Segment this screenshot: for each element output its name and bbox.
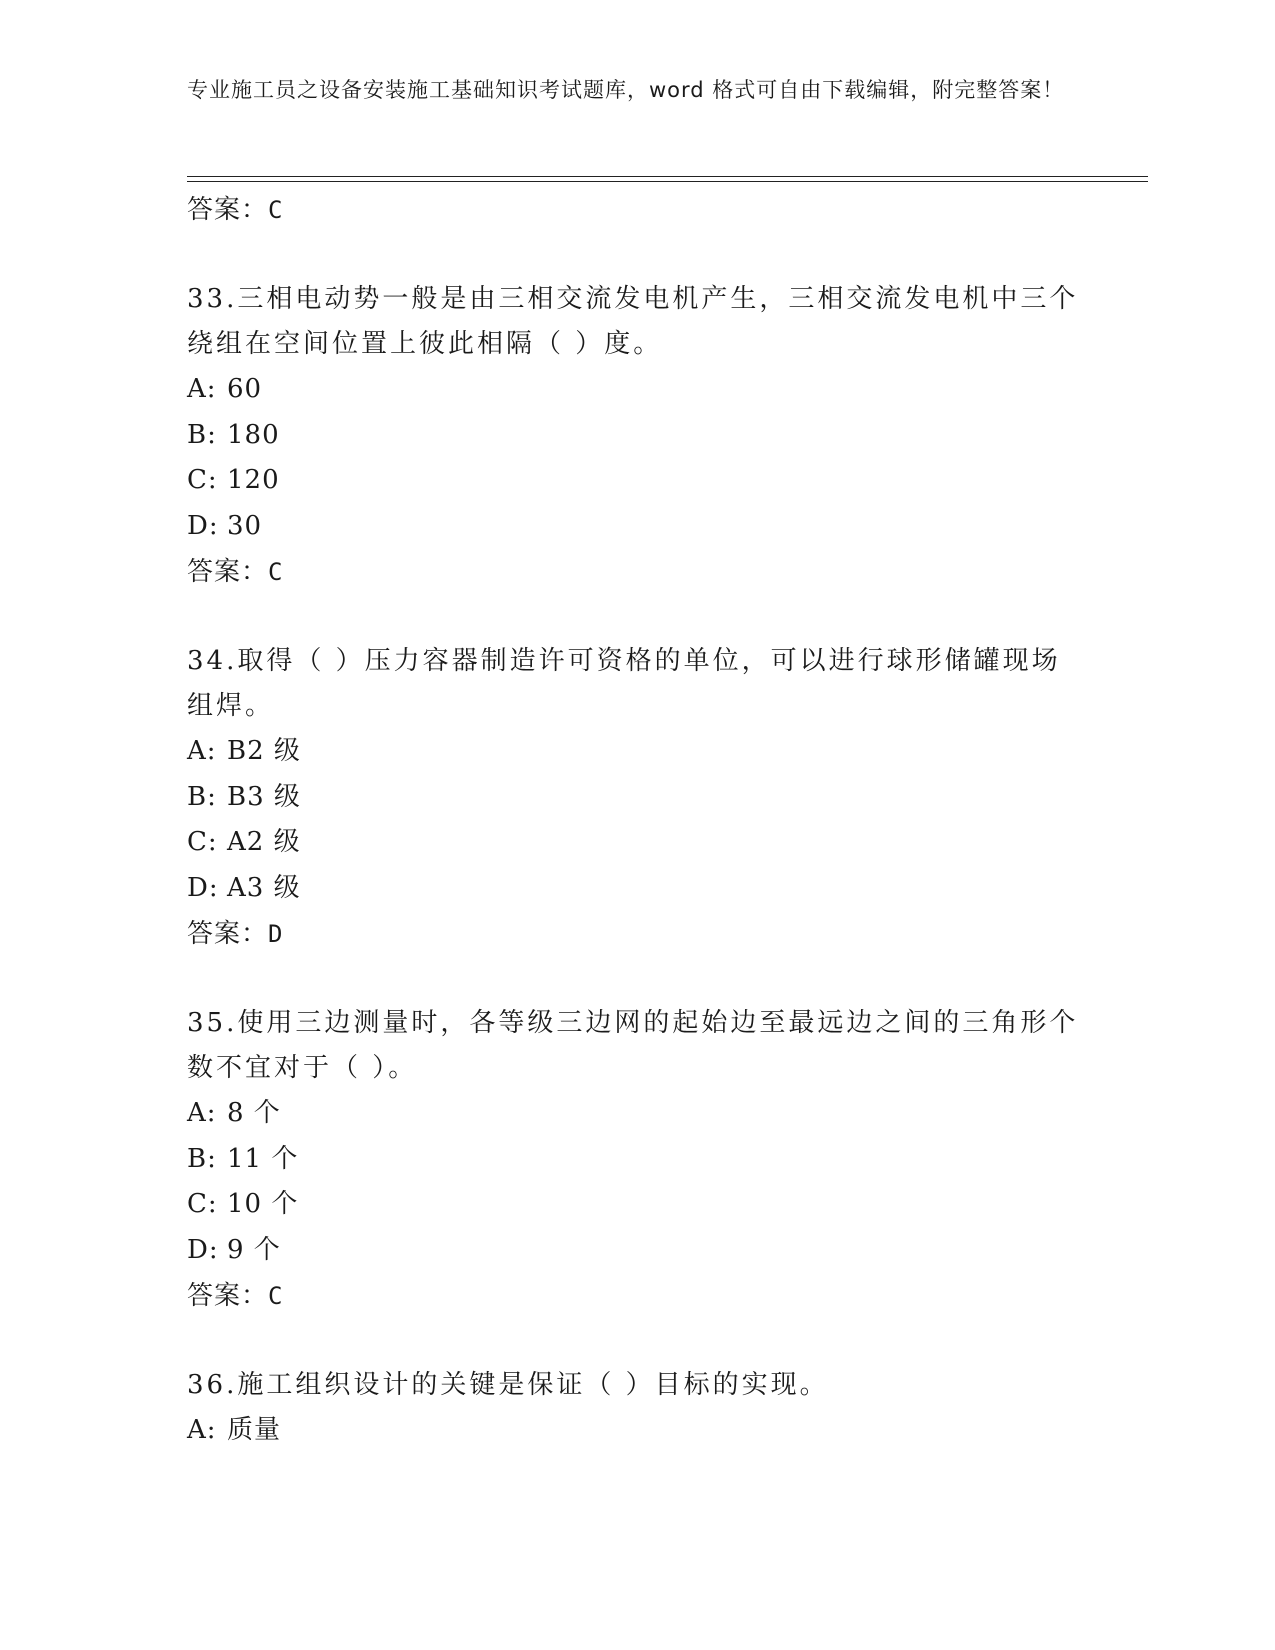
option-c	[187, 458, 1087, 504]
option-label: D:	[187, 1234, 219, 1265]
option-text: 30	[227, 510, 263, 541]
answer-line	[187, 911, 1087, 957]
document-header: 专业施工员之设备安装施工基础知识考试题库，word 格式可自由下载编辑，附完整答案！	[187, 78, 1065, 102]
option-text: 180	[227, 419, 280, 450]
question-block-34	[187, 639, 1087, 957]
answer-label: 答案：	[187, 557, 269, 587]
option-label: D:	[187, 510, 219, 541]
question-text: 33.三相电动势一般是由三相交流发电机产生，三相交流发电机中三个绕组在空间位置上彼此相隔（ ）度。	[187, 284, 1079, 359]
option-label: C:	[187, 465, 218, 495]
answer-label: 答案：	[187, 1281, 269, 1311]
option-text: A2 级	[227, 827, 301, 857]
option-text: 9 个	[227, 1234, 281, 1265]
question-block-35	[187, 1001, 1087, 1319]
option-b	[187, 1137, 1087, 1183]
option-label: A:	[187, 374, 217, 404]
option-label: A:	[187, 1415, 217, 1445]
option-text: B2 级	[227, 736, 301, 766]
option-d	[187, 1228, 1087, 1274]
option-c	[187, 1182, 1087, 1228]
answer-line	[187, 1273, 1087, 1319]
answer-value: C	[268, 558, 284, 586]
header-rule-bottom	[187, 181, 1148, 182]
question-text: 36.施工组织设计的关键是保证（ ）目标的实现。	[187, 1370, 829, 1400]
question-list	[187, 187, 1087, 1454]
option-a	[187, 367, 1087, 413]
answer-line	[187, 549, 1087, 595]
answer-value: C	[268, 196, 284, 224]
option-d	[187, 504, 1087, 550]
answer-value: D	[268, 920, 284, 948]
option-label: B:	[187, 1143, 217, 1174]
option-label: B:	[187, 781, 217, 812]
option-label: A:	[187, 736, 217, 766]
option-label: D:	[187, 872, 219, 903]
option-a	[187, 1408, 1087, 1454]
option-text: A3 级	[227, 872, 301, 903]
answer-line	[187, 187, 1087, 233]
option-b	[187, 413, 1087, 459]
option-a	[187, 1091, 1087, 1137]
answer-label: 答案：	[187, 919, 269, 949]
option-label: C:	[187, 827, 218, 857]
option-label: C:	[187, 1189, 218, 1219]
option-d	[187, 866, 1087, 912]
option-c	[187, 820, 1087, 866]
option-text: 60	[227, 374, 263, 404]
option-text: 8 个	[227, 1098, 281, 1128]
option-text: 11 个	[227, 1143, 299, 1174]
question-block-33	[187, 277, 1087, 595]
option-text: B3 级	[227, 781, 301, 812]
answer-label: 答案：	[187, 195, 269, 225]
question-text: 34.取得（ ）压力容器制造许可资格的单位，可以进行球形储罐现场组焊。	[187, 646, 1061, 721]
header-rule-top	[187, 176, 1148, 177]
option-text: 质量	[227, 1415, 282, 1445]
option-label: B:	[187, 419, 217, 450]
option-text: 10 个	[227, 1189, 299, 1219]
option-a	[187, 729, 1087, 775]
answer-value: C	[268, 1282, 284, 1310]
option-b	[187, 775, 1087, 821]
question-text: 35.使用三边测量时，各等级三边网的起始边至最远边之间的三角形个数不宜对于（ ）。	[187, 1008, 1079, 1083]
option-text: 120	[227, 465, 280, 495]
question-block-36	[187, 1363, 1087, 1454]
option-label: A:	[187, 1098, 217, 1128]
